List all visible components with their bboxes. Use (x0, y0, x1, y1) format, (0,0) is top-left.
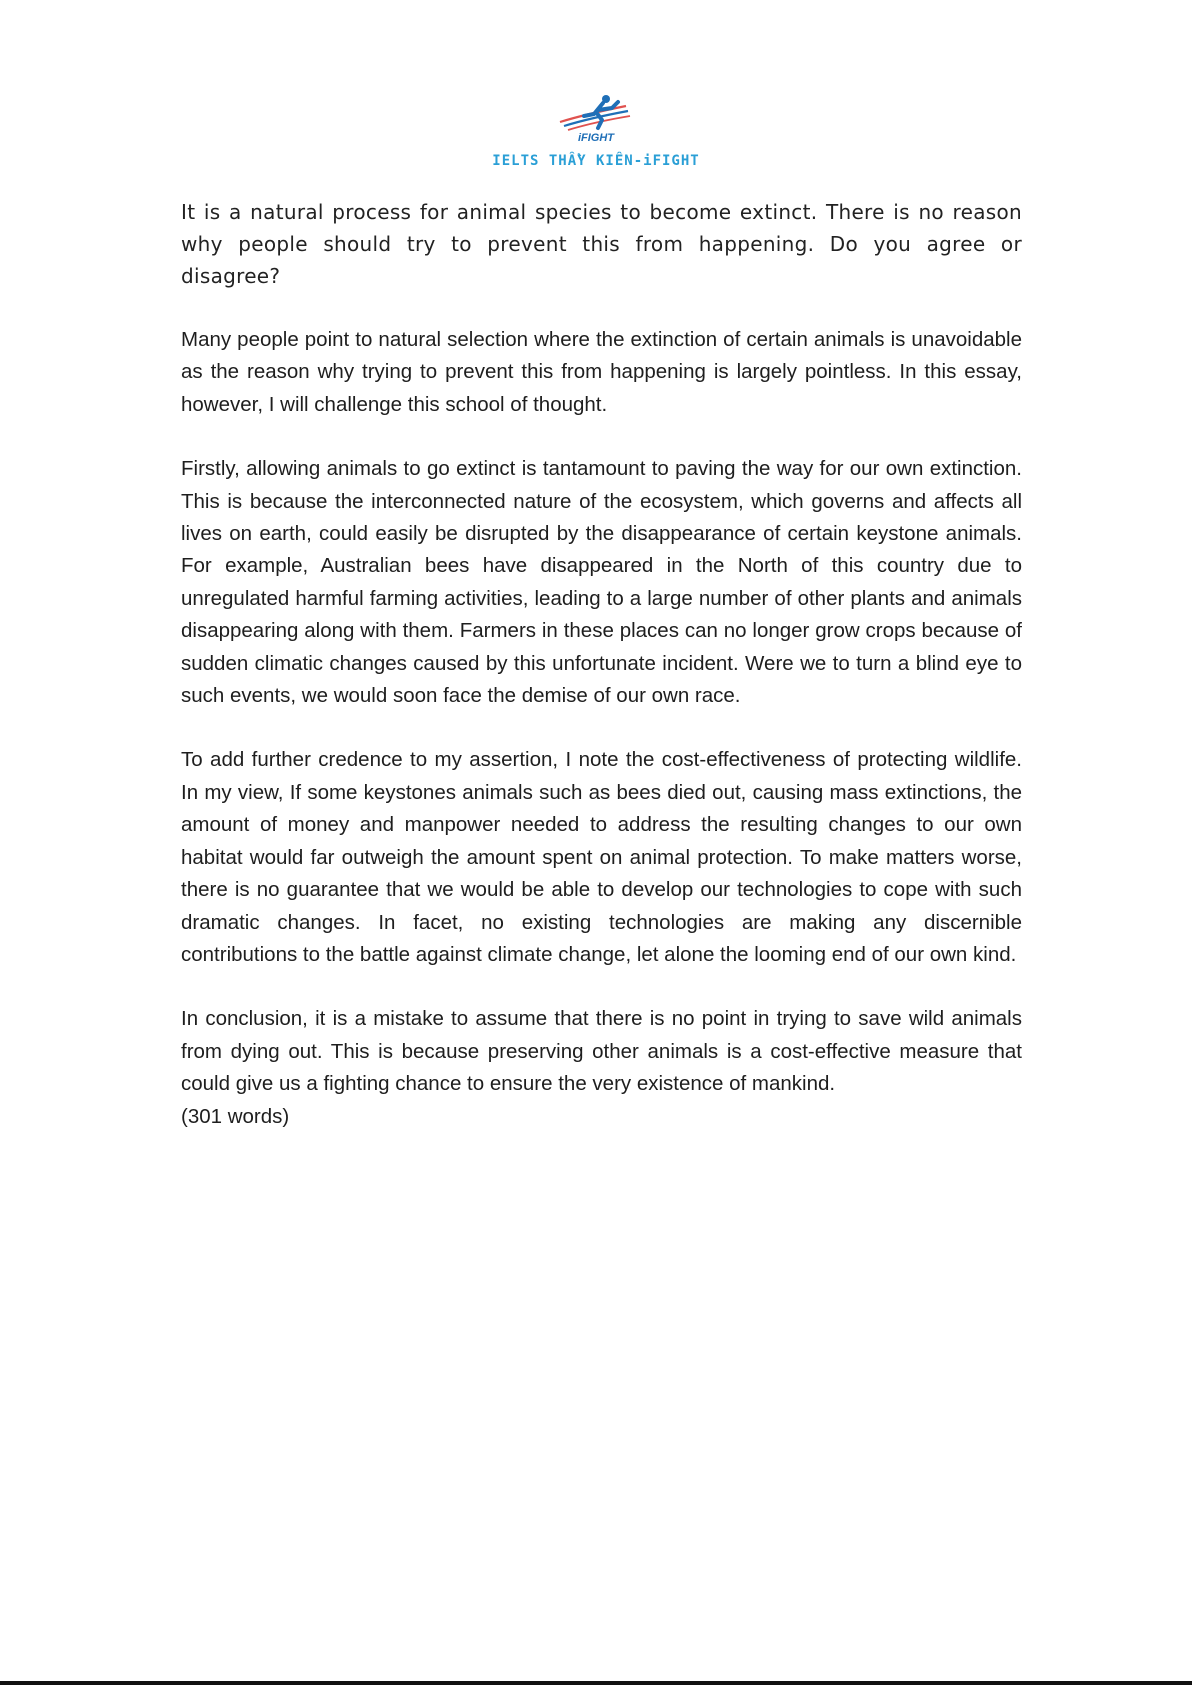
essay-paragraph-introduction: Many people point to natural selection where the extinction of certain animals is unavoidable as the reason why trying to prevent this from happening is largely pointless. In this essay, however, I will challenge this school of thought. (181, 328, 1022, 416)
essay-body (181, 196, 1022, 1133)
page-bottom-border (0, 1681, 1192, 1685)
logo-wordmark: iFIGHT (577, 132, 615, 144)
logo-caption: IELTS THẦY KIÊN-iFIGHT (492, 153, 700, 169)
essay-paragraph-body-2: To add further credence to my assertion, I note the cost-effectiveness of protecting wildlife. In my view, If some keystones animals such as bees died out, causing mass extinctions, the amount of money and manpower needed to address the resulting changes to our own habitat would far outweigh the amount spent on animal protection. To make matters worse, there is no guarantee that we would be able to develop our technologies to cope with such dramatic changes. In facet, no existing technologies are making any discernible contributions to the battle against climate change, let alone the looming end of our own kind. (181, 748, 1022, 966)
essay-prompt: It is a natural process for animal species to become extinct. There is no reason why people should try to prevent this from happening. Do you agree or disagree? (181, 200, 1022, 288)
essay-paragraph-body-1: Firstly, allowing animals to go extinct is tantamount to paving the way for our own extinction. This is because the interconnected nature of the ecosystem, which governs and affects all lives on earth, could easily be disrupted by the disappearance of certain keystone animals. For example, Australian bees have disappeared in the North of this country due to unregulated harmful farming activities, leading to a large number of other plants and animals disappearing along with them. Farmers in these places can no longer grow crops because of sudden climatic changes caused by this unfortunate incident. Were we to turn a blind eye to such events, we would soon face the demise of our own race. (181, 457, 1022, 708)
word-count: (301 words) (181, 1104, 290, 1128)
runner-logo-icon (556, 92, 636, 144)
essay-paragraph-conclusion: In conclusion, it is a mistake to assume that there is no point in trying to save wild animals from dying out. This is because preserving other animals is a cost-effective measure that could give us a fighting chance to ensure the very existence of mankind. (181, 1007, 1022, 1096)
header-logo (0, 92, 1192, 169)
